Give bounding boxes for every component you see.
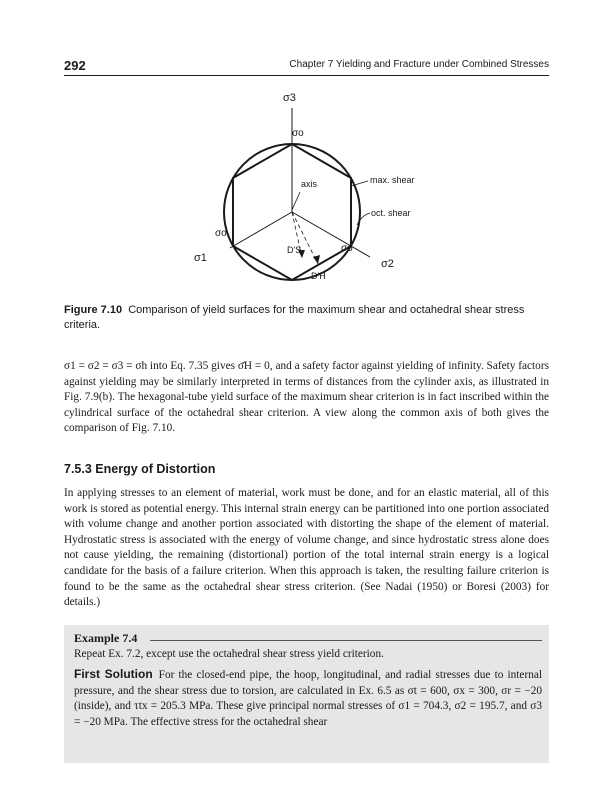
example-rule <box>150 640 542 641</box>
running-head <box>64 58 549 74</box>
body-paragraph-1: σ1 = σ2 = σ3 = σh into Eq. 7.35 gives σ̄H = 0, and a safety factor against yielding of infinity. Safety factors against yielding may be similarly interpreted in terms of distances from the cylinder axis, as illustrated in Fig. 7.9(b). The hexagonal-tube yield surface of the maximum shear criterion is in fact inscribed within the cylindrical surface of the octahedral shear criterion. A view along the common axis of both gives the comparison of Fig. 7.10. <box>64 360 549 435</box>
label-dh: D'H <box>311 271 326 281</box>
yield-surface-figure <box>0 82 613 300</box>
example-statement: Repeat Ex. 7.2, except use the octahedral shear stress yield criterion. <box>74 648 384 660</box>
running-title: Chapter 7 Yielding and Fracture under Combined Stresses <box>289 59 549 70</box>
label-axis: axis <box>301 179 318 189</box>
label-sigma3: σ3 <box>283 92 296 104</box>
page-number: 292 <box>64 58 86 73</box>
label-sigma-o-left: σo <box>215 228 227 239</box>
header-rule <box>64 75 549 76</box>
example-title: Example 7.4 <box>74 631 138 645</box>
section-heading: 7.5.3 Energy of Distortion <box>64 462 216 476</box>
example-solution <box>74 667 542 730</box>
label-sigma-o-top: σo <box>292 128 304 139</box>
label-max-shear: max. shear <box>370 175 415 185</box>
example-box <box>64 625 549 763</box>
label-ds: D'S <box>287 245 302 255</box>
axis-leader <box>292 192 300 210</box>
solution-heading: First Solution <box>74 667 153 681</box>
label-sigma1: σ1 <box>194 252 207 264</box>
label-sigma-o-right: σo <box>341 243 353 254</box>
label-sigma2: σ2 <box>381 258 394 270</box>
sigma1-axis <box>230 212 292 248</box>
figure-caption <box>64 303 549 333</box>
solution-body: For the closed-end pipe, the hoop, longitudinal, and radial stresses due to internal pressure, and the shear stress due to torsion, are calculated in Ex. 6.5 as σt = 600, σx = 300, σr = −20 (inside), and τtx = 205.3 MPa. These give principal normal stresses of σ1 = 704.3, σ2 = 195.7, and σ3 = −20 MPa. The effective stress for the octahedral shear <box>74 669 543 728</box>
label-oct-shear: oct. shear <box>371 208 411 218</box>
figure-caption-text: Comparison of yield surfaces for the maximum shear and octahedral shear stress criteria. <box>64 304 525 331</box>
body-paragraph-2: In applying stresses to an element of material, work must be done, and for an elastic material, all of this work is stored as potential energy. This internal strain energy can be partitioned into one portion associated with volume change and another portion associated with distorting the shape of the element of material. Hydrostatic stress is associated with the energy of volume change, and since hydrostatic stress alone does not cause yielding, the remaining (distortional) portion of the total internal strain energy is a logical candidate for the basis of a failure criterion. When this approach is taken, the resulting failure criterion is found to be the same as the octahedral shear stress criterion. (See Nadai (1950) or Boresi (2003) for details.) <box>64 487 549 609</box>
figure-caption-label: Figure 7.10 <box>64 304 123 316</box>
